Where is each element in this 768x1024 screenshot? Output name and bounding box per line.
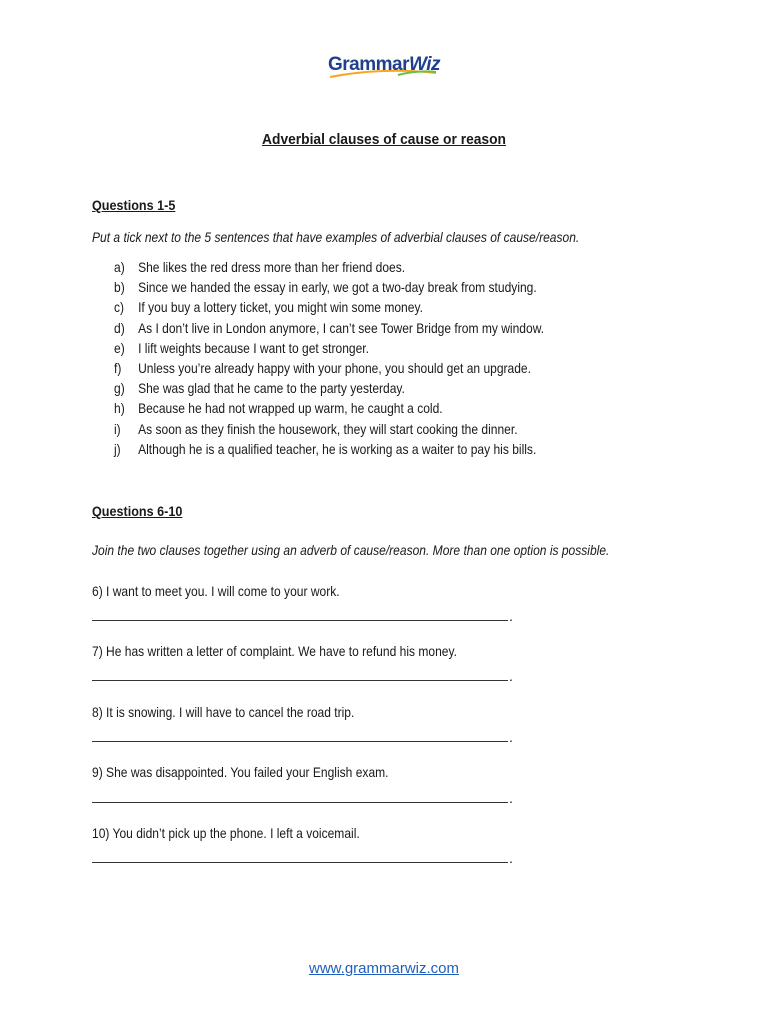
section2-instruction: Join the two clauses together using an adverb of cause/reason. More than one option is possible. [92, 542, 610, 558]
list-item-text: If you buy a lottery ticket, you might win some money. [138, 299, 423, 316]
list-item-letter: j) [114, 440, 121, 457]
list-item [114, 340, 544, 360]
list-item-text: She likes the red dress more than her friend does. [138, 259, 406, 275]
list-item [114, 299, 544, 319]
section2-heading: Questions 6-10 [92, 503, 183, 519]
list-item-text: As soon as they finish the housework, they will start cooking the dinner. [138, 420, 518, 437]
answer-line-9[interactable] [92, 802, 508, 803]
list-item [114, 421, 544, 441]
section1-instruction: Put a tick next to the 5 sentences that have examples of adverbial clauses of cause/reason. [92, 229, 580, 245]
list-item-letter: i) [114, 420, 121, 437]
answer-end-8: . [509, 729, 513, 745]
list-item-letter: a) [114, 259, 125, 275]
list-item-letter: b) [114, 279, 125, 296]
list-item-text: Although he is a qualified teacher, he is working as a waiter to pay his bills. [138, 440, 537, 457]
question-10: 10) You didn’t pick up the phone. I left a voicemail. [92, 825, 360, 841]
list-item-letter: c) [114, 299, 125, 316]
list-item-text: Because he had not wrapped up warm, he caught a cold. [138, 400, 443, 417]
list-item [114, 380, 544, 400]
logo-text-wiz: Wiz [408, 54, 441, 75]
list-item-text: She was glad that he came to the party yesterday. [138, 380, 405, 397]
list-item-letter: f) [114, 359, 122, 376]
list-item-letter: h) [114, 400, 125, 417]
question-9: 9) She was disappointed. You failed your English exam. [92, 764, 389, 780]
list-item [114, 320, 544, 340]
list-item-text: Since we handed the essay in early, we got a two-day break from studying. [138, 279, 537, 296]
list-item [114, 279, 544, 299]
section1-heading: Questions 1-5 [92, 197, 176, 213]
list-item-text: Unless you’re already happy with your phone, you should get an upgrade. [138, 359, 531, 376]
answer-line-6[interactable] [92, 620, 508, 621]
list-item-text: I lift weights because I want to get stronger. [138, 339, 369, 356]
answer-line-8[interactable] [92, 741, 508, 742]
sentence-list [114, 259, 614, 461]
list-item-letter: g) [114, 380, 125, 397]
logo-text-grammar: Grammar [327, 54, 409, 75]
grammarwiz-logo [0, 54, 768, 84]
answer-end-6: . [509, 608, 513, 624]
answer-end-7: . [509, 668, 513, 684]
website-link[interactable]: www.grammarwiz.com [308, 960, 459, 977]
question-7: 7) He has written a letter of complaint. We have to refund his money. [92, 643, 457, 659]
answer-line-7[interactable] [92, 680, 508, 681]
list-item [114, 360, 544, 380]
list-item-letter: d) [114, 319, 125, 336]
answer-line-10[interactable] [92, 862, 508, 863]
list-item [114, 259, 544, 279]
question-6: 6) I want to meet you. I will come to your work. [92, 583, 340, 599]
list-item-text: As I don’t live in London anymore, I can’t see Tower Bridge from my window. [138, 319, 545, 336]
question-8: 8) It is snowing. I will have to cancel the road trip. [92, 704, 355, 720]
list-item [114, 400, 544, 420]
page-title: Adverbial clauses of cause or reason [262, 131, 506, 148]
answer-end-9: . [509, 790, 513, 806]
answer-end-10: . [509, 850, 513, 866]
list-item-letter: e) [114, 339, 125, 356]
list-item [114, 441, 544, 461]
logo-text [328, 54, 440, 75]
